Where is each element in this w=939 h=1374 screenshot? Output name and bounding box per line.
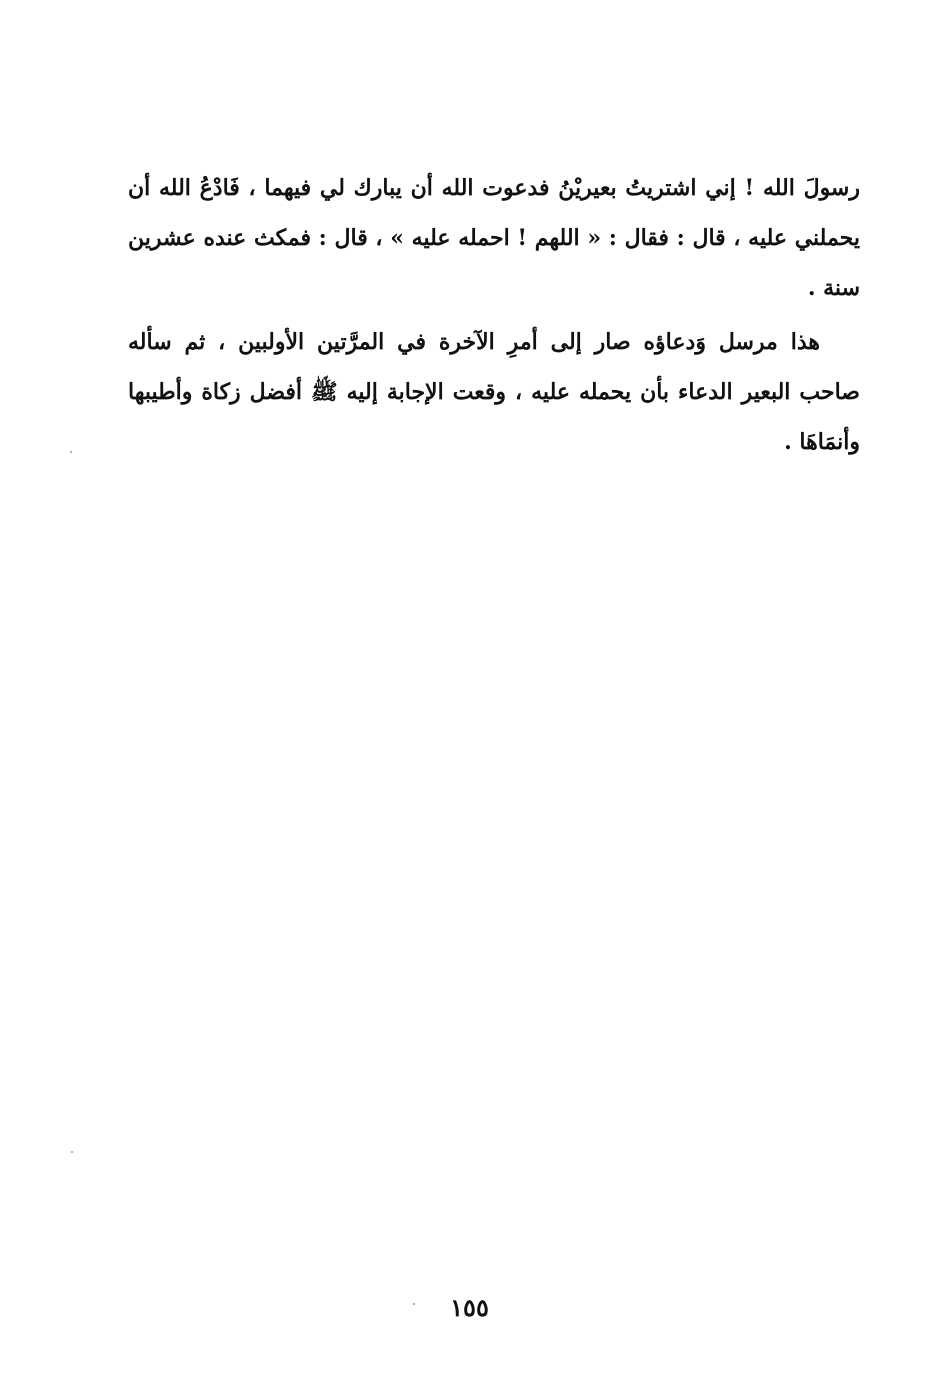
- body-text: [128, 163, 860, 467]
- scan-speck: [71, 1151, 73, 1153]
- scan-speck: [413, 1303, 415, 1305]
- page-number: ١٥٥: [450, 1293, 489, 1322]
- paragraph-2: هذا مرسل وَدعاؤه صار إلى أمرِ الآخرة في المرَّتين الأولبين ، ثم سأله صاحب البعير الدعاء بأن يحمله عليه ، وقعت الإجابة إليه ﷺ أفضل زكاة وأطيبها وأنمَاهَا .: [128, 329, 860, 455]
- paragraph-1: رسولَ الله ! إني اشتريتُ بعيريْنُ فدعوت الله أن يبارك لي فيهما ، فَادْعُ الله أن يحملني عليه ، قال : فقال : « اللهم ! احمله عليه » ، قال : فمكث عنده عشرين سنة .: [128, 175, 860, 301]
- scan-speck: [70, 451, 72, 453]
